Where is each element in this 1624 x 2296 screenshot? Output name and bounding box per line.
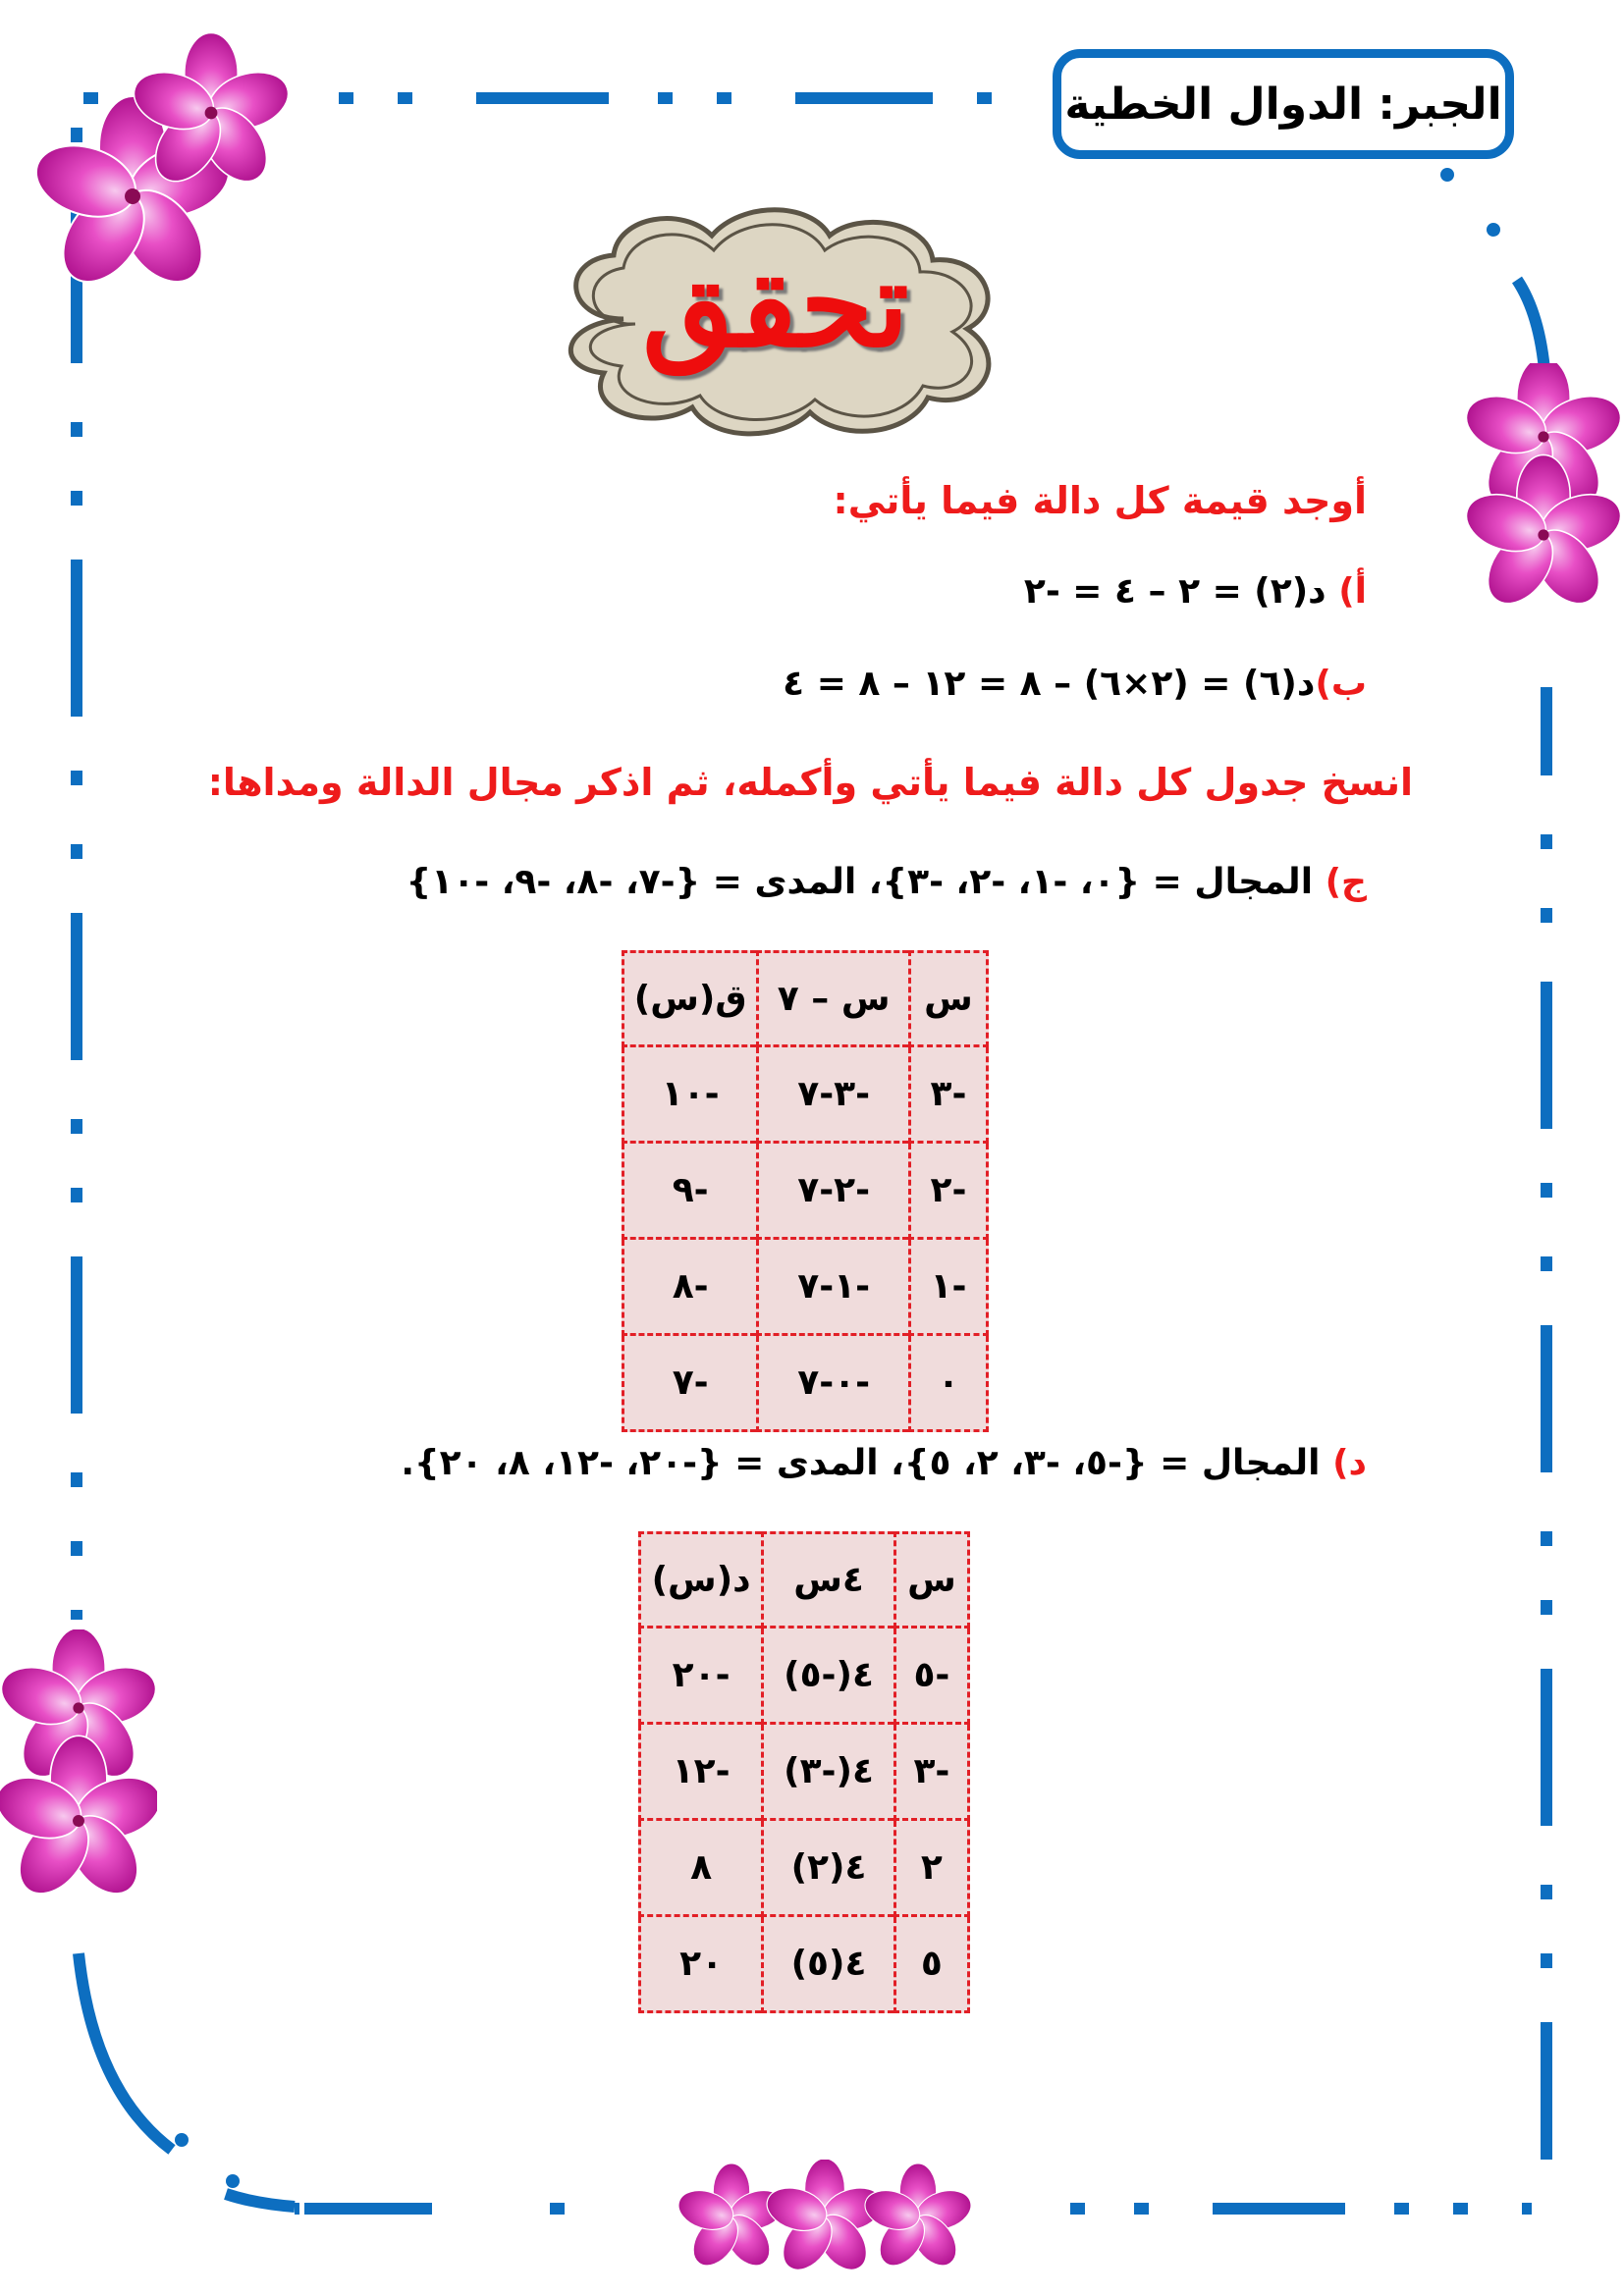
header-title: الجبر: الدوال الخطية [1064, 79, 1502, 130]
item-c [406, 862, 1367, 902]
table-cell: ٥ [894, 1916, 968, 2012]
item-a-letter: أ) [1338, 571, 1367, 612]
item-c-letter: ج) [1325, 862, 1367, 902]
table-header-cell: ٤س [763, 1533, 895, 1628]
table-header-cell: د(س) [640, 1533, 763, 1628]
table-cell: ٤(-٣) [763, 1724, 895, 1820]
table-cell: -١ [909, 1239, 987, 1335]
table-cell: -٢ [909, 1143, 987, 1239]
table-header-cell: س [909, 952, 987, 1046]
table-cell: ٢٠ [640, 1916, 763, 2012]
table-cell: -٢٠ [640, 1628, 763, 1724]
section1-heading: أوجد قيمة كل دالة فيما يأتي: [833, 479, 1367, 522]
item-a [1024, 571, 1367, 612]
section2-heading: انسخ جدول كل دالة فيما يأتي وأكمله، ثم اذكر مجال الدالة ومداها: [207, 761, 1413, 804]
flower-decoration-top-left [15, 29, 299, 344]
item-a-expression: د(٢) = ٢ – ٤ = -٢ [1023, 571, 1326, 612]
item-d-domain-range: المجال = {-٥، -٣، ٢، ٥}، المدى = {-٢٠، -١٢، ٨، ٢٠}. [401, 1443, 1321, 1483]
table-header-cell: ق(س) [623, 952, 758, 1046]
table-cell: ٤(٢) [763, 1820, 895, 1916]
item-b-expression: د(٦) = (٢×٦) – ٨ = ١٢ – ٨ = ٤ [783, 664, 1316, 704]
header-title-box [1053, 49, 1514, 159]
flower-decoration-right [1463, 363, 1624, 618]
table-cell: -١-٧ [758, 1239, 910, 1335]
table-cell: -٢-٧ [758, 1143, 910, 1239]
table-header-cell: س – ٧ [758, 952, 910, 1046]
banner-title: تحقق [642, 236, 909, 374]
table-header-cell: س [894, 1533, 968, 1628]
table-cell: ٠ [909, 1335, 987, 1431]
table-row [623, 1239, 988, 1335]
flower-decoration-left [0, 1629, 157, 1924]
table-cell: -٧ [623, 1335, 758, 1431]
item-b-letter: ب) [1315, 664, 1367, 704]
table-cell: -٩ [623, 1143, 758, 1239]
table-row [640, 1820, 969, 1916]
function-table-c [622, 950, 989, 1432]
item-d-letter: د) [1332, 1443, 1367, 1483]
table-cell: ٤(٥) [763, 1916, 895, 2012]
table-header-row [623, 952, 988, 1046]
table-row [640, 1724, 969, 1820]
table-cell: -٣-٧ [758, 1046, 910, 1143]
table-cell: -١٠ [623, 1046, 758, 1143]
table-cell: -١٢ [640, 1724, 763, 1820]
table-row [623, 1143, 988, 1239]
table-cell: -٣ [894, 1724, 968, 1820]
table-row [623, 1046, 988, 1143]
item-d [401, 1443, 1367, 1483]
table-cell: -٠-٧ [758, 1335, 910, 1431]
item-c-domain-range: المجال = {٠، -١، -٢، -٣}، المدى = {-٧، -٨، -٩، -١٠} [406, 862, 1314, 902]
flower-decoration-bottom [668, 2160, 982, 2277]
function-table-d [638, 1531, 970, 2013]
table-row [640, 1916, 969, 2012]
table-cell: ٨ [640, 1820, 763, 1916]
table-cell: -٥ [894, 1628, 968, 1724]
table-row [623, 1335, 988, 1431]
table-header-row [640, 1533, 969, 1628]
table-row [640, 1628, 969, 1724]
table-cell: ٢ [894, 1820, 968, 1916]
table-cell: -٣ [909, 1046, 987, 1143]
table-cell: ٤(-٥) [763, 1628, 895, 1724]
table-cell: -٨ [623, 1239, 758, 1335]
item-b [783, 664, 1367, 704]
